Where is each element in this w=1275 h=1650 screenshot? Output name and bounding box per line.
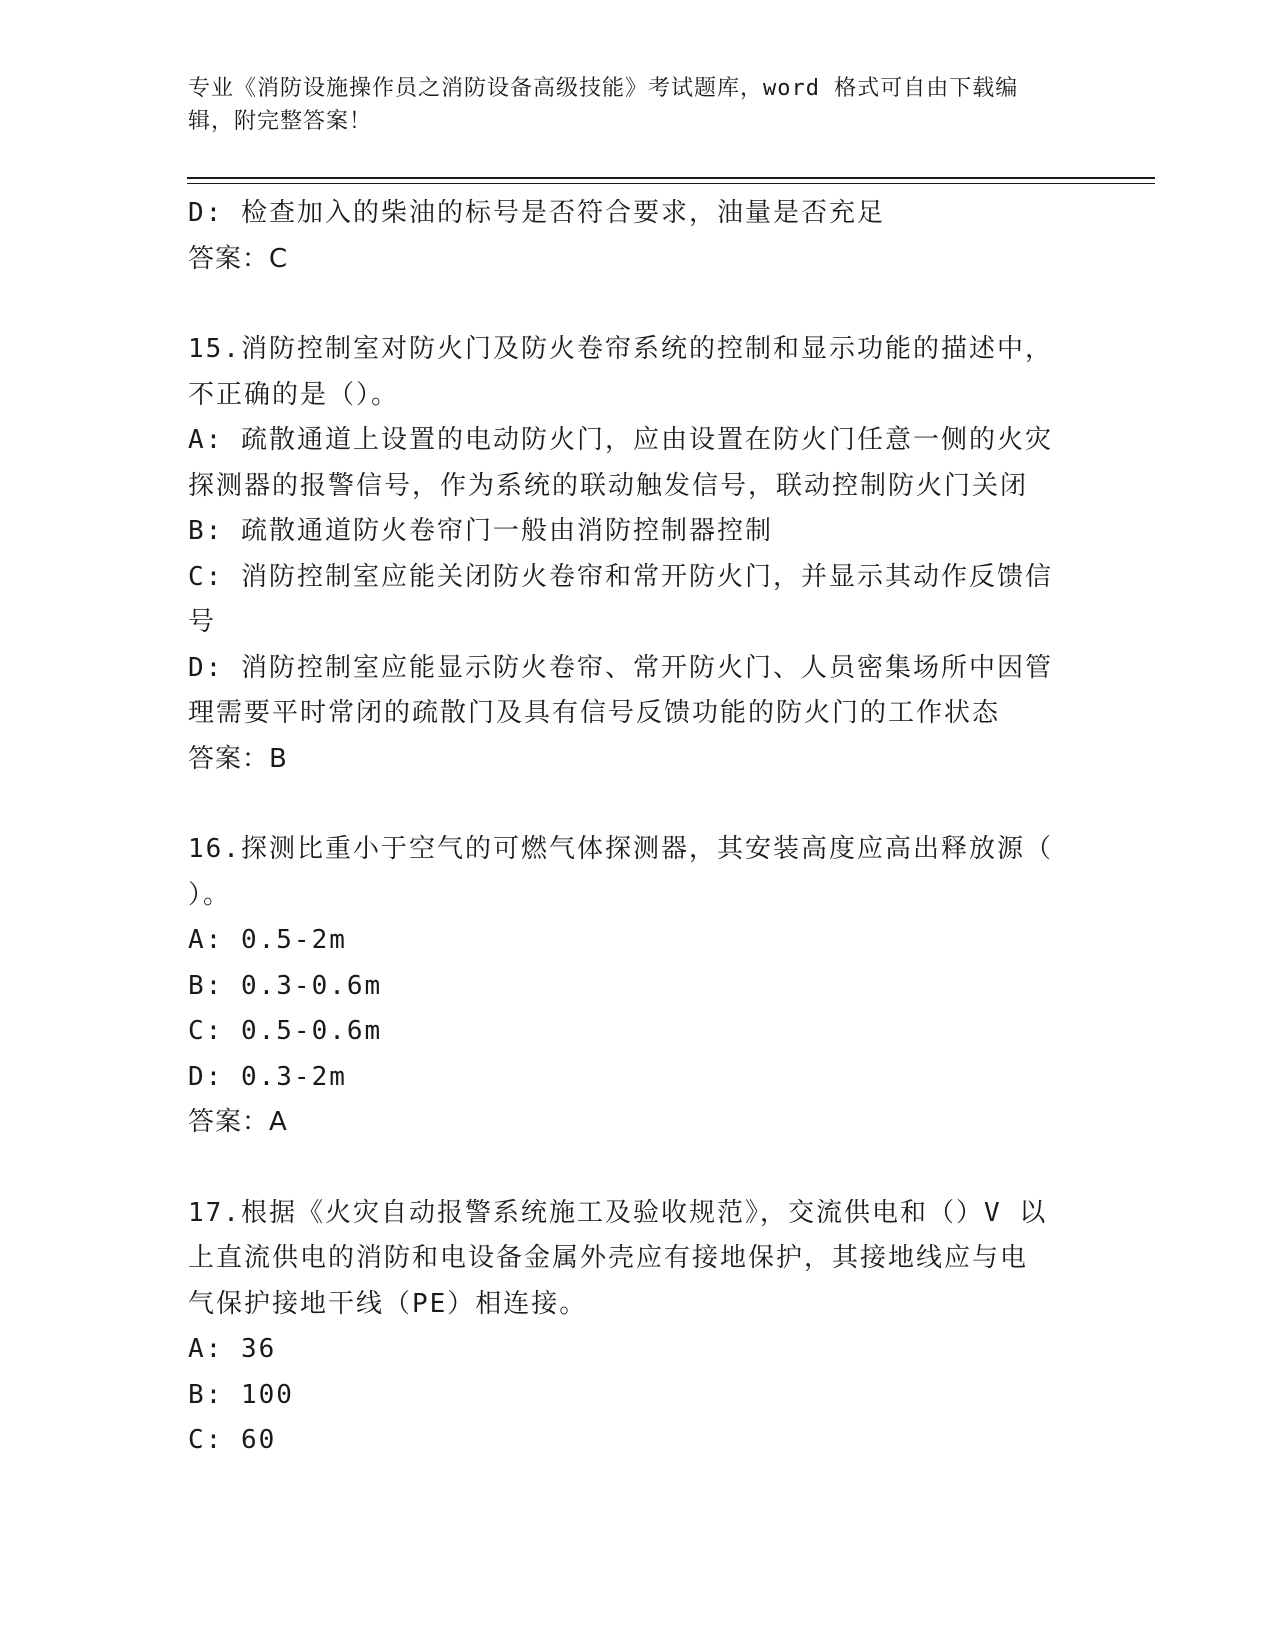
spacer xyxy=(188,782,1083,827)
q15-option-c-line-2: 号 xyxy=(188,607,217,637)
q15-stem-line-2: 不正确的是（）。 xyxy=(188,379,400,410)
q17-option-c: C: 60 xyxy=(188,1425,277,1455)
header-line-1: 专业《消防设施操作员之消防设备高级技能》考试题库，word 格式可自由下载编 xyxy=(188,76,1019,101)
q15-option-a-line-2: 探测器的报警信号，作为系统的联动触发信号，联动控制防火门关闭 xyxy=(188,470,1029,501)
q16-option-b: B: 0.3-0.6m xyxy=(188,970,383,1001)
header-divider-thick xyxy=(187,177,1155,179)
q16-option-c: C: 0.5-0.6m xyxy=(188,1016,383,1046)
q16-answer: 答案：A xyxy=(188,1107,288,1137)
q17-option-a: A: 36 xyxy=(188,1334,277,1364)
header-divider-thin xyxy=(187,183,1155,184)
q14-option-d: D: 检查加入的柴油的标号是否符合要求，油量是否充足 xyxy=(188,198,885,228)
q16-stem-line-2: ）。 xyxy=(188,879,232,910)
q15-option-b: B: 疏散通道防火卷帘门一般由消防控制器控制 xyxy=(188,516,773,546)
q15-stem-line-1: 15.消防控制室对防火门及防火卷帘系统的控制和显示功能的描述中， xyxy=(188,334,1053,364)
q14-answer: 答案：C xyxy=(188,243,289,274)
question-body xyxy=(188,191,1083,1464)
document-header xyxy=(188,72,1068,138)
spacer xyxy=(188,282,1083,327)
q15-option-d-line-2: 理需要平时常闭的疏散门及具有信号反馈功能的防火门的工作状态 xyxy=(188,698,1001,728)
header-line-2: 辑，附完整答案！ xyxy=(188,109,373,134)
q16-option-a: A: 0.5-2m xyxy=(188,925,347,955)
q15-option-c-line-1: C: 消防控制室应能关闭防火卷帘和常开防火门，并显示其动作反馈信 xyxy=(188,561,1053,592)
q15-answer: 答案：B xyxy=(188,743,288,774)
q16-stem-line-1: 16.探测比重小于空气的可燃气体探测器，其安装高度应高出释放源（ xyxy=(188,834,1053,864)
q16-option-d: D: 0.3-2m xyxy=(188,1061,347,1092)
spacer xyxy=(188,1146,1083,1191)
q17-option-b: B: 100 xyxy=(188,1379,294,1410)
q17-stem-line-1: 17.根据《火灾自动报警系统施工及验收规范》，交流供电和（）V 以 xyxy=(188,1197,1048,1228)
q17-stem-line-2: 上直流供电的消防和电设备金属外壳应有接地保护，其接地线应与电 xyxy=(188,1243,1029,1273)
q15-option-a-line-1: A: 疏散通道上设置的电动防火门，应由设置在防火门任意一侧的火灾 xyxy=(188,425,1053,455)
q15-option-d-line-1: D: 消防控制室应能显示防火卷帘、常开防火门、人员密集场所中因管 xyxy=(188,652,1053,683)
q17-stem-line-3: 气保护接地干线（PE）相连接。 xyxy=(188,1288,588,1319)
